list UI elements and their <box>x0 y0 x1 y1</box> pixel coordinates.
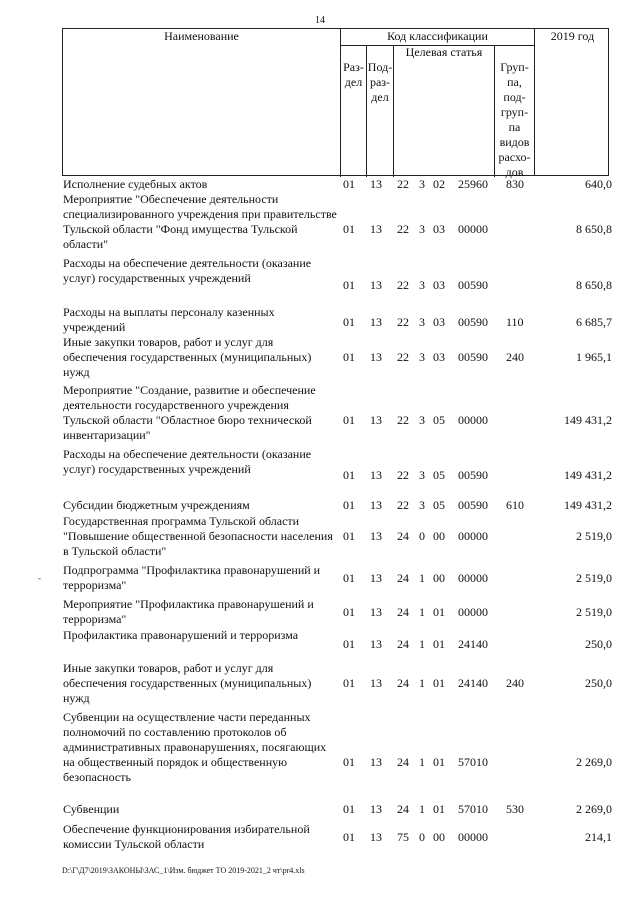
row-name: Расходы на обеспечение деятельности (оказание услуг) государственных учреждений <box>63 256 312 285</box>
code-event: 01 <box>433 802 445 816</box>
code-subprogram: 3 <box>419 468 425 482</box>
code-subsection: 13 <box>370 468 382 482</box>
code-expense-type: 110 <box>506 315 524 329</box>
code-subsection: 13 <box>370 637 382 651</box>
code-direction: 00590 <box>458 350 488 364</box>
code-program: 24 <box>397 529 409 543</box>
code-section: 01 <box>343 605 355 619</box>
code-direction: 00590 <box>458 468 488 482</box>
code-section: 01 <box>343 413 355 427</box>
row-amount: 250,0 <box>585 637 612 651</box>
row-amount: 6 685,7 <box>576 315 612 329</box>
code-section: 01 <box>343 468 355 482</box>
code-program: 22 <box>397 350 409 364</box>
code-subprogram: 1 <box>419 676 425 690</box>
code-subsection: 13 <box>370 830 382 844</box>
code-program: 24 <box>397 802 409 816</box>
code-direction: 00590 <box>458 315 488 329</box>
row-name: Мероприятие "Профилактика правонарушений и терроризма" <box>63 597 314 626</box>
code-subsection: 13 <box>370 571 382 585</box>
code-program: 24 <box>397 571 409 585</box>
header-name-label: Наименование <box>164 29 239 43</box>
code-subsection: 13 <box>370 498 382 512</box>
code-event: 01 <box>433 605 445 619</box>
code-subsection: 13 <box>370 278 382 292</box>
code-direction: 00000 <box>458 830 488 844</box>
code-subprogram: 1 <box>419 755 425 769</box>
code-program: 22 <box>397 468 409 482</box>
code-section: 01 <box>343 315 355 329</box>
code-subsection: 13 <box>370 676 382 690</box>
row-amount: 640,0 <box>585 177 612 191</box>
code-section: 01 <box>343 498 355 512</box>
code-section: 01 <box>343 350 355 364</box>
header-year-label: 2019 год <box>550 29 595 43</box>
code-subprogram: 3 <box>419 222 425 236</box>
code-subprogram: 0 <box>419 529 425 543</box>
row-name: Субсидии бюджетным учреждениям <box>63 498 250 512</box>
code-subprogram: 3 <box>419 498 425 512</box>
code-program: 22 <box>397 413 409 427</box>
code-subsection: 13 <box>370 315 382 329</box>
code-subsection: 13 <box>370 222 382 236</box>
code-event: 03 <box>433 315 445 329</box>
code-direction: 24140 <box>458 637 488 651</box>
code-event: 00 <box>433 830 445 844</box>
code-event: 01 <box>433 676 445 690</box>
header-section-label: Раз- дел <box>343 60 364 89</box>
code-direction: 00000 <box>458 529 488 543</box>
code-section: 01 <box>343 529 355 543</box>
code-subprogram: 1 <box>419 571 425 585</box>
code-subprogram: 0 <box>419 830 425 844</box>
code-subprogram: 3 <box>419 315 425 329</box>
code-event: 00 <box>433 571 445 585</box>
code-event: 03 <box>433 278 445 292</box>
row-name: Мероприятие "Обеспечение деятельности специализированного учреждения при правительстве Тульской области "Фонд имущества Тульской области" <box>63 192 337 251</box>
header-group-label: Груп- па, под- груп- па видов расхо- дов <box>498 60 531 179</box>
row-name: Обеспечение функционирования избирательной комиссии Тульской области <box>63 822 310 851</box>
row-amount: 8 650,8 <box>576 222 612 236</box>
code-expense-type: 830 <box>506 177 524 191</box>
code-section: 01 <box>343 278 355 292</box>
header-code-label: Код классификации <box>387 29 488 43</box>
code-event: 05 <box>433 468 445 482</box>
page-number: 14 <box>315 15 325 26</box>
code-program: 24 <box>397 755 409 769</box>
code-subprogram: 3 <box>419 278 425 292</box>
code-direction: 24140 <box>458 676 488 690</box>
row-amount: 214,1 <box>585 830 612 844</box>
file-path-footer: D:\Г\Д7\2019\ЗАКОНЫ\ЗАС_1\Изм. бюджет ТО 2019-2021_2 чт\pr4.xls <box>62 866 305 875</box>
row-amount: 2 519,0 <box>576 529 612 543</box>
code-direction: 00000 <box>458 222 488 236</box>
code-program: 22 <box>397 278 409 292</box>
code-direction: 00000 <box>458 605 488 619</box>
code-event: 03 <box>433 222 445 236</box>
row-amount: 149 431,2 <box>564 498 612 512</box>
code-expense-type: 530 <box>506 802 524 816</box>
row-amount: 149 431,2 <box>564 468 612 482</box>
row-name: Государственная программа Тульской области "Повышение общественной безопасности населения в Тульской области" <box>63 514 333 558</box>
code-direction: 57010 <box>458 802 488 816</box>
code-program: 24 <box>397 676 409 690</box>
code-event: 00 <box>433 529 445 543</box>
code-direction: 00000 <box>458 571 488 585</box>
row-name: Мероприятие "Создание, развитие и обеспечение деятельности государственного учреждения Тульской области "Областное бюро технической инвентаризации" <box>63 383 316 442</box>
code-program: 22 <box>397 315 409 329</box>
code-program: 22 <box>397 222 409 236</box>
code-subsection: 13 <box>370 755 382 769</box>
code-section: 01 <box>343 222 355 236</box>
row-amount: 2 519,0 <box>576 571 612 585</box>
code-program: 75 <box>397 830 409 844</box>
row-name: Расходы на выплаты персоналу казенных учреждений <box>63 305 275 334</box>
code-subprogram: 3 <box>419 177 425 191</box>
code-subprogram: 3 <box>419 413 425 427</box>
code-subsection: 13 <box>370 802 382 816</box>
header-target-label: Целевая статья <box>405 45 483 59</box>
code-event: 01 <box>433 755 445 769</box>
code-subprogram: 1 <box>419 605 425 619</box>
code-section: 01 <box>343 571 355 585</box>
code-program: 22 <box>397 177 409 191</box>
code-subsection: 13 <box>370 177 382 191</box>
code-direction: 00000 <box>458 413 488 427</box>
code-direction: 00590 <box>458 498 488 512</box>
row-name: Исполнение судебных актов <box>63 177 208 191</box>
code-expense-type: 610 <box>506 498 524 512</box>
code-event: 05 <box>433 413 445 427</box>
code-section: 01 <box>343 177 355 191</box>
code-subsection: 13 <box>370 413 382 427</box>
code-subsection: 13 <box>370 529 382 543</box>
row-amount: 250,0 <box>585 676 612 690</box>
code-expense-type: 240 <box>506 676 524 690</box>
code-program: 22 <box>397 498 409 512</box>
code-subsection: 13 <box>370 605 382 619</box>
code-direction: 57010 <box>458 755 488 769</box>
row-name: Субвенции <box>63 802 120 816</box>
code-event: 02 <box>433 177 445 191</box>
code-program: 24 <box>397 637 409 651</box>
code-section: 01 <box>343 830 355 844</box>
row-name: Подпрограмма "Профилактика правонарушений и терроризма" <box>63 563 321 592</box>
row-amount: 149 431,2 <box>564 413 612 427</box>
row-name: Субвенции на осуществление части переданных полномочий по составлению протоколов об административных правонарушениях, посягающих на общественный порядок и общественную безопасность <box>63 710 327 784</box>
code-section: 01 <box>343 637 355 651</box>
row-amount: 1 965,1 <box>576 350 612 364</box>
code-event: 01 <box>433 637 445 651</box>
header-subsection-label: Под- раз- дел <box>367 60 393 104</box>
code-direction: 00590 <box>458 278 488 292</box>
code-section: 01 <box>343 755 355 769</box>
row-name: Расходы на обеспечение деятельности (оказание услуг) государственных учреждений <box>63 447 312 476</box>
code-section: 01 <box>343 802 355 816</box>
code-subsection: 13 <box>370 350 382 364</box>
row-name: Иные закупки товаров, работ и услуг для обеспечения государственных (муниципальных) нужд <box>63 335 312 379</box>
code-event: 05 <box>433 498 445 512</box>
code-subprogram: 1 <box>419 637 425 651</box>
code-event: 03 <box>433 350 445 364</box>
row-amount: 2 519,0 <box>576 605 612 619</box>
row-amount: 8 650,8 <box>576 278 612 292</box>
row-amount: 2 269,0 <box>576 755 612 769</box>
code-expense-type: 240 <box>506 350 524 364</box>
code-subprogram: 1 <box>419 802 425 816</box>
row-name: Иные закупки товаров, работ и услуг для обеспечения государственных (муниципальных) нужд <box>63 661 312 705</box>
row-amount: 2 269,0 <box>576 802 612 816</box>
row-name: Профилактика правонарушений и терроризма <box>63 628 299 642</box>
code-direction: 25960 <box>458 177 488 191</box>
code-subprogram: 3 <box>419 350 425 364</box>
code-program: 24 <box>397 605 409 619</box>
stray-mark: - <box>38 573 41 583</box>
code-section: 01 <box>343 676 355 690</box>
